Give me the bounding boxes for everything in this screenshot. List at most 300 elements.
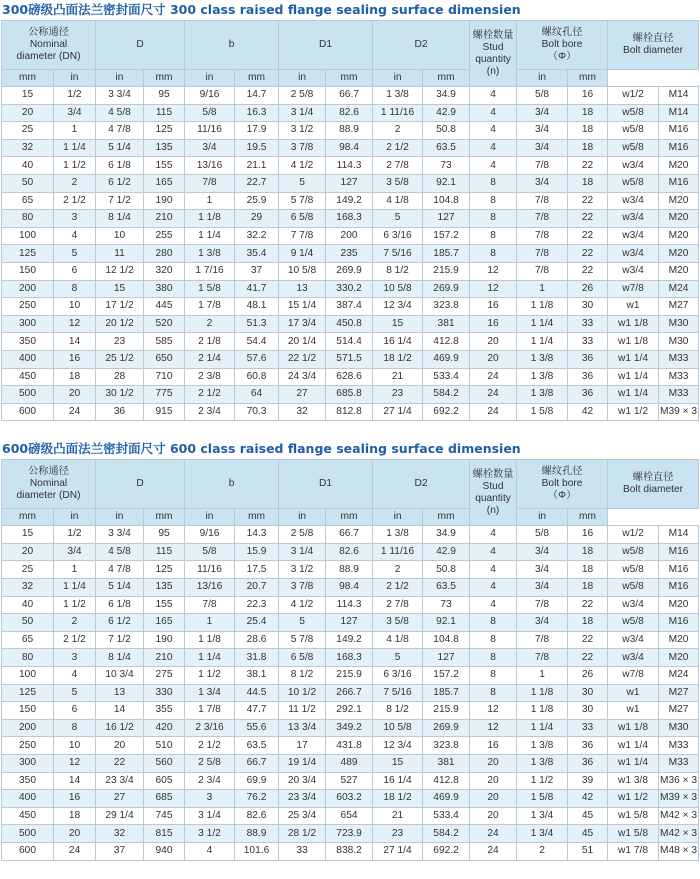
table-cell: 1 3/4 bbox=[517, 807, 568, 825]
table-cell: 88.9 bbox=[326, 122, 373, 140]
table-cell: 98.4 bbox=[326, 579, 373, 597]
table-cell: 29 1/4 bbox=[96, 807, 144, 825]
table-cell: 603.2 bbox=[326, 790, 373, 808]
table-cell: 3/4 bbox=[54, 104, 96, 122]
table-cell: 100 bbox=[2, 667, 54, 685]
table-cell: 420 bbox=[144, 719, 185, 737]
table-cell: 32 bbox=[2, 579, 54, 597]
table-cell: 3 1/4 bbox=[279, 104, 326, 122]
table-cell: 1 5/8 bbox=[517, 790, 568, 808]
table-cell: w5/8 bbox=[608, 174, 659, 192]
table-cell: 10 3/4 bbox=[96, 667, 144, 685]
table-row bbox=[2, 596, 699, 614]
table-cell: 3/4 bbox=[185, 139, 235, 157]
table-cell: 24 bbox=[470, 386, 517, 404]
table-row bbox=[2, 614, 699, 632]
table-cell: 20 bbox=[470, 350, 517, 368]
table-cell: 50.8 bbox=[423, 122, 470, 140]
header-bore-cn: 螺纹孔径 bbox=[541, 466, 583, 478]
table-cell: 22 bbox=[96, 755, 144, 773]
table-cell: 2 1/2 bbox=[185, 386, 235, 404]
header-nominal-cn: 公称通径 bbox=[28, 466, 69, 478]
table-cell: 14 bbox=[54, 333, 96, 351]
table-cell: 65 bbox=[2, 631, 54, 649]
table-cell: 2 bbox=[517, 842, 568, 860]
unit-cell: in bbox=[96, 70, 144, 87]
table-cell: 157.2 bbox=[423, 227, 470, 245]
unit-cell: mm bbox=[144, 70, 185, 87]
table-cell: 21.1 bbox=[235, 157, 279, 175]
table-cell: M48 × 3 bbox=[659, 842, 699, 860]
table-cell: 4 bbox=[470, 87, 517, 105]
table-cell: 8 bbox=[470, 174, 517, 192]
header-bore-en2: （Φ） bbox=[547, 51, 577, 62]
table-row bbox=[2, 790, 699, 808]
table-cell: 6 1/8 bbox=[96, 157, 144, 175]
header-bolt-diameter bbox=[608, 21, 699, 70]
table-cell: w7/8 bbox=[608, 667, 659, 685]
table-cell: 1/2 bbox=[54, 87, 96, 105]
table-cell: 23 bbox=[373, 386, 423, 404]
table-cell: 915 bbox=[144, 403, 185, 421]
table-cell: 654 bbox=[326, 807, 373, 825]
table-cell: 4 1/2 bbox=[279, 157, 326, 175]
table-cell: 24 bbox=[54, 842, 96, 860]
table-cell: 127 bbox=[423, 210, 470, 228]
table-cell: 1 bbox=[517, 667, 568, 685]
table-cell: 22 bbox=[568, 210, 608, 228]
table-cell: M14 bbox=[659, 87, 699, 105]
header-d: D bbox=[96, 460, 185, 509]
table-cell: 10 bbox=[96, 227, 144, 245]
table-cell: 76.2 bbox=[235, 790, 279, 808]
unit-cell: mm bbox=[2, 70, 54, 87]
table-cell: 3/4 bbox=[517, 139, 568, 157]
unit-cell: in bbox=[373, 509, 423, 526]
table-cell: M27 bbox=[659, 684, 699, 702]
table-cell: 190 bbox=[144, 631, 185, 649]
table-cell: 14 bbox=[96, 702, 144, 720]
table-cell: w3/4 bbox=[608, 596, 659, 614]
unit-cell: in bbox=[185, 70, 235, 87]
table-cell: 8 bbox=[54, 280, 96, 298]
table-cell: 2 3/16 bbox=[185, 719, 235, 737]
table-cell: 7/8 bbox=[517, 227, 568, 245]
table-cell: 1 1/4 bbox=[517, 315, 568, 333]
table-cell: 40 bbox=[2, 157, 54, 175]
table-cell: 18 bbox=[568, 104, 608, 122]
table-cell: 18 bbox=[54, 807, 96, 825]
table-cell: 692.2 bbox=[423, 403, 470, 421]
table-cell: 31.8 bbox=[235, 649, 279, 667]
table-cell: 150 bbox=[2, 262, 54, 280]
table-cell: 25 1/2 bbox=[96, 350, 144, 368]
table-cell: 12 bbox=[54, 755, 96, 773]
table-cell: 82.6 bbox=[235, 807, 279, 825]
table-cell: 19 1/4 bbox=[279, 755, 326, 773]
table-cell: 16 bbox=[470, 298, 517, 316]
table-cell: 27 bbox=[279, 386, 326, 404]
table-cell: w1 7/8 bbox=[608, 842, 659, 860]
table-cell: 15.9 bbox=[235, 543, 279, 561]
header-d: D bbox=[96, 21, 185, 70]
table-cell: 2 1/4 bbox=[185, 350, 235, 368]
table-cell: 36 bbox=[568, 737, 608, 755]
table-cell: 450.8 bbox=[326, 315, 373, 333]
table-row bbox=[2, 87, 699, 105]
table-cell: 8 bbox=[470, 667, 517, 685]
table-cell: 125 bbox=[2, 684, 54, 702]
table-cell: M33 bbox=[659, 368, 699, 386]
table-row bbox=[2, 684, 699, 702]
table-cell: 11 bbox=[96, 245, 144, 263]
header-nominal bbox=[2, 460, 96, 509]
table-cell: 11/16 bbox=[185, 122, 235, 140]
table-cell: M20 bbox=[659, 210, 699, 228]
table-cell: 292.1 bbox=[326, 702, 373, 720]
table-cell: 469.9 bbox=[423, 350, 470, 368]
header-stud-en2: quantity bbox=[475, 492, 511, 504]
table-cell: 16 1/4 bbox=[373, 333, 423, 351]
table-cell: 20.7 bbox=[235, 579, 279, 597]
table-cell: M30 bbox=[659, 719, 699, 737]
table-cell: 20 bbox=[2, 543, 54, 561]
table-cell: 190 bbox=[144, 192, 185, 210]
table-cell: w1 5/8 bbox=[608, 825, 659, 843]
table-cell: 28.6 bbox=[235, 631, 279, 649]
table-cell: 30 bbox=[568, 702, 608, 720]
table-cell: 3 1/2 bbox=[185, 825, 235, 843]
table-cell: 8 bbox=[54, 719, 96, 737]
table-cell: 13/16 bbox=[185, 157, 235, 175]
table-cell: 3 3/4 bbox=[96, 87, 144, 105]
table-cell: 24 bbox=[54, 403, 96, 421]
table-row bbox=[2, 298, 699, 316]
table-cell: 12 1/2 bbox=[96, 262, 144, 280]
table-cell: 7/8 bbox=[517, 262, 568, 280]
table-cell: 38.1 bbox=[235, 667, 279, 685]
unit-cell: in bbox=[185, 509, 235, 526]
table-cell: w5/8 bbox=[608, 561, 659, 579]
table-cell: w1 1/2 bbox=[608, 790, 659, 808]
table-cell: 8 1/4 bbox=[96, 210, 144, 228]
table-cell: M20 bbox=[659, 245, 699, 263]
table-row bbox=[2, 210, 699, 228]
unit-cell: in bbox=[96, 509, 144, 526]
table-cell: 300 bbox=[2, 755, 54, 773]
table-cell: w3/4 bbox=[608, 631, 659, 649]
table-cell: 47.7 bbox=[235, 702, 279, 720]
table-cell: 838.2 bbox=[326, 842, 373, 860]
table-cell: 1 3/4 bbox=[517, 825, 568, 843]
table-cell: 10 5/8 bbox=[373, 719, 423, 737]
table-cell: 82.6 bbox=[326, 104, 373, 122]
table-cell: 8 1/4 bbox=[96, 649, 144, 667]
table-cell: 22 bbox=[568, 649, 608, 667]
table-cell: 23 bbox=[373, 825, 423, 843]
table-cell: 155 bbox=[144, 596, 185, 614]
table-cell: 18 bbox=[54, 368, 96, 386]
header-b: b bbox=[185, 21, 279, 70]
table-cell: 600 bbox=[2, 403, 54, 421]
table-cell: 12 bbox=[54, 315, 96, 333]
header-nominal-cn: 公称通径 bbox=[28, 27, 69, 38]
table-cell: w1 1/4 bbox=[608, 368, 659, 386]
header-nominal bbox=[2, 21, 96, 70]
table-cell: 3 bbox=[185, 790, 235, 808]
unit-cell: in bbox=[279, 70, 326, 87]
table-cell: 60.8 bbox=[235, 368, 279, 386]
table-cell: 28 bbox=[96, 368, 144, 386]
table-cell: 64 bbox=[235, 386, 279, 404]
table-cell: 15 bbox=[373, 755, 423, 773]
table-cell: 20 bbox=[54, 386, 96, 404]
table-cell: 1 bbox=[54, 561, 96, 579]
table-cell: 235 bbox=[326, 245, 373, 263]
table-cell: 22 bbox=[568, 227, 608, 245]
table-cell: 1 1/8 bbox=[185, 210, 235, 228]
table-cell: 20 3/4 bbox=[279, 772, 326, 790]
header-stud-en2: quantity bbox=[475, 53, 511, 65]
table-cell: 1 7/16 bbox=[185, 262, 235, 280]
table-cell: 22 1/2 bbox=[279, 350, 326, 368]
table-cell: 45 bbox=[568, 807, 608, 825]
table-cell: 5 bbox=[54, 684, 96, 702]
table-row bbox=[2, 825, 699, 843]
table-row bbox=[2, 350, 699, 368]
table-cell: 745 bbox=[144, 807, 185, 825]
table-cell: 15 bbox=[373, 315, 423, 333]
table-cell: 12 bbox=[470, 280, 517, 298]
table-cell: 1 1/2 bbox=[517, 772, 568, 790]
table-cell: 7 1/2 bbox=[96, 192, 144, 210]
table-cell: 69.9 bbox=[235, 772, 279, 790]
table-cell: 400 bbox=[2, 350, 54, 368]
table-cell: 3 1/2 bbox=[279, 561, 326, 579]
table-cell: 7/8 bbox=[517, 245, 568, 263]
table-cell: 13 bbox=[279, 280, 326, 298]
table-cell: 520 bbox=[144, 315, 185, 333]
table-cell: 16 bbox=[470, 315, 517, 333]
table-cell: 6 bbox=[54, 702, 96, 720]
table-cell: 19.5 bbox=[235, 139, 279, 157]
table-cell: M20 bbox=[659, 649, 699, 667]
table-cell: 30 bbox=[568, 298, 608, 316]
table-cell: 13 3/4 bbox=[279, 719, 326, 737]
table-cell: 125 bbox=[144, 561, 185, 579]
table-cell: 4 bbox=[470, 543, 517, 561]
table-row bbox=[2, 702, 699, 720]
table-cell: 8 bbox=[470, 631, 517, 649]
table-row bbox=[2, 227, 699, 245]
table-cell: 23 3/4 bbox=[279, 790, 326, 808]
table-cell: 3/4 bbox=[517, 174, 568, 192]
table-cell: 323.8 bbox=[423, 737, 470, 755]
table-cell: 23 bbox=[96, 333, 144, 351]
table-cell: w1 1/8 bbox=[608, 315, 659, 333]
table-cell: M20 bbox=[659, 262, 699, 280]
table-cell: 685.8 bbox=[326, 386, 373, 404]
table-cell: 215.9 bbox=[326, 667, 373, 685]
table-cell: 29 bbox=[235, 210, 279, 228]
table-cell: 4 1/8 bbox=[373, 631, 423, 649]
table-row bbox=[2, 561, 699, 579]
table-cell: 5 1/4 bbox=[96, 579, 144, 597]
table-cell: 7/8 bbox=[517, 157, 568, 175]
header-bore-cn: 螺纹孔径 bbox=[541, 27, 583, 38]
table-cell: 489 bbox=[326, 755, 373, 773]
table-cell: 2 1/2 bbox=[373, 139, 423, 157]
table-cell: 1 11/16 bbox=[373, 104, 423, 122]
table-cell: 37 bbox=[235, 262, 279, 280]
table-cell: 4 7/8 bbox=[96, 122, 144, 140]
unit-cell: mm bbox=[423, 70, 470, 87]
table-cell: 3 7/8 bbox=[279, 139, 326, 157]
table-cell: M33 bbox=[659, 350, 699, 368]
table-cell: 7/8 bbox=[517, 596, 568, 614]
table-cell: 7 5/16 bbox=[373, 245, 423, 263]
header-stud-cn: 螺栓数量 bbox=[472, 29, 514, 41]
header-bolt-diameter bbox=[608, 460, 699, 509]
table-cell: w1 1/8 bbox=[608, 333, 659, 351]
header-bolt-bore bbox=[517, 460, 608, 509]
table-cell: M42 × 3 bbox=[659, 825, 699, 843]
table-cell: 28 1/2 bbox=[279, 825, 326, 843]
table-cell: 20 bbox=[470, 333, 517, 351]
table-cell: 431.8 bbox=[326, 737, 373, 755]
header-bdiam-en: Bolt diameter bbox=[623, 484, 684, 496]
table-cell: M39 × 3 bbox=[659, 790, 699, 808]
table-cell: 7/8 bbox=[517, 649, 568, 667]
table-cell: 3 3/4 bbox=[96, 526, 144, 544]
table-cell: 54.4 bbox=[235, 333, 279, 351]
table-cell: 13 bbox=[96, 684, 144, 702]
table-cell: 500 bbox=[2, 386, 54, 404]
table-row bbox=[2, 755, 699, 773]
table-cell: 412.8 bbox=[423, 333, 470, 351]
table-cell: 1 1/8 bbox=[517, 702, 568, 720]
table-cell: 1 1/2 bbox=[54, 596, 96, 614]
table-cell: 11/16 bbox=[185, 561, 235, 579]
table-cell: M33 bbox=[659, 386, 699, 404]
table-cell: w5/8 bbox=[608, 139, 659, 157]
table-cell: 1 7/8 bbox=[185, 298, 235, 316]
table-cell: 2 5/8 bbox=[279, 87, 326, 105]
header-d2: D2 bbox=[373, 21, 470, 70]
header-stud-en: Stud bbox=[482, 480, 504, 492]
table-cell: 4 1/8 bbox=[373, 192, 423, 210]
table-cell: 4 bbox=[470, 526, 517, 544]
table-cell: 3 bbox=[54, 649, 96, 667]
table-cell: 8 bbox=[470, 192, 517, 210]
table-cell: w1 1/4 bbox=[608, 350, 659, 368]
table-cell: 185.7 bbox=[423, 684, 470, 702]
flange-section bbox=[0, 0, 700, 421]
table-row bbox=[2, 403, 699, 421]
table-cell: 4 bbox=[470, 157, 517, 175]
table-cell: 21 bbox=[373, 807, 423, 825]
table-cell: 32 bbox=[96, 825, 144, 843]
table-cell: 300 bbox=[2, 315, 54, 333]
table-cell: 412.8 bbox=[423, 772, 470, 790]
table-cell: 6 5/8 bbox=[279, 649, 326, 667]
table-cell: 26 bbox=[568, 280, 608, 298]
table-cell: 22 bbox=[568, 596, 608, 614]
table-cell: 34.9 bbox=[423, 526, 470, 544]
table-cell: 2 5/8 bbox=[279, 526, 326, 544]
table-cell: 13/16 bbox=[185, 579, 235, 597]
table-cell: 2 1/2 bbox=[185, 737, 235, 755]
table-cell: 1 bbox=[54, 122, 96, 140]
table-cell: 11 1/2 bbox=[279, 702, 326, 720]
unit-cell: in bbox=[279, 509, 326, 526]
table-cell: 1 1/4 bbox=[54, 139, 96, 157]
table-cell: 4 bbox=[185, 842, 235, 860]
table-cell: 51 bbox=[568, 842, 608, 860]
table-cell: 3/4 bbox=[517, 104, 568, 122]
table-cell: 255 bbox=[144, 227, 185, 245]
table-cell: 280 bbox=[144, 245, 185, 263]
table-row bbox=[2, 104, 699, 122]
table-cell: 26 bbox=[568, 667, 608, 685]
table-cell: 168.3 bbox=[326, 210, 373, 228]
table-cell: 50.8 bbox=[423, 561, 470, 579]
table-cell: 1 1/8 bbox=[185, 631, 235, 649]
table-cell: 330 bbox=[144, 684, 185, 702]
table-body bbox=[2, 87, 699, 421]
units-row bbox=[2, 70, 699, 87]
table-cell: 685 bbox=[144, 790, 185, 808]
table-cell: w3/4 bbox=[608, 649, 659, 667]
table-cell: 149.2 bbox=[326, 192, 373, 210]
table-cell: w5/8 bbox=[608, 104, 659, 122]
table-cell: 350 bbox=[2, 333, 54, 351]
table-cell: 2 1/8 bbox=[185, 333, 235, 351]
table-cell: 2 bbox=[54, 614, 96, 632]
table-cell: 7 1/2 bbox=[96, 631, 144, 649]
table-cell: 125 bbox=[144, 122, 185, 140]
table-cell: 2 bbox=[54, 174, 96, 192]
table-cell: 3/4 bbox=[517, 122, 568, 140]
table-cell: 98.4 bbox=[326, 139, 373, 157]
table-cell: 135 bbox=[144, 139, 185, 157]
table-cell: 1 5/8 bbox=[185, 280, 235, 298]
table-cell: 73 bbox=[423, 157, 470, 175]
flange-dimension-table bbox=[1, 20, 699, 421]
table-cell: 25 3/4 bbox=[279, 807, 326, 825]
table-cell: 63.5 bbox=[423, 579, 470, 597]
table-cell: 200 bbox=[326, 227, 373, 245]
table-cell: M27 bbox=[659, 702, 699, 720]
table-cell: 157.2 bbox=[423, 667, 470, 685]
table-cell: w5/8 bbox=[608, 614, 659, 632]
table-cell: 18 bbox=[568, 174, 608, 192]
table-cell: 63.5 bbox=[235, 737, 279, 755]
table-cell: 5/8 bbox=[517, 526, 568, 544]
table-cell: 34.9 bbox=[423, 87, 470, 105]
table-cell: 6 1/2 bbox=[96, 614, 144, 632]
table-cell: M14 bbox=[659, 526, 699, 544]
table-cell: 15 bbox=[96, 280, 144, 298]
table-cell: 25.9 bbox=[235, 192, 279, 210]
table-cell: 200 bbox=[2, 280, 54, 298]
section-title: 600磅级凸面法兰密封面尺寸 600 class raised flange sealing surface dimensien bbox=[2, 441, 521, 457]
table-cell: w7/8 bbox=[608, 280, 659, 298]
table-cell: w3/4 bbox=[608, 210, 659, 228]
table-cell: 6 5/8 bbox=[279, 210, 326, 228]
table-cell: 44.5 bbox=[235, 684, 279, 702]
table-cell: 20 bbox=[2, 104, 54, 122]
